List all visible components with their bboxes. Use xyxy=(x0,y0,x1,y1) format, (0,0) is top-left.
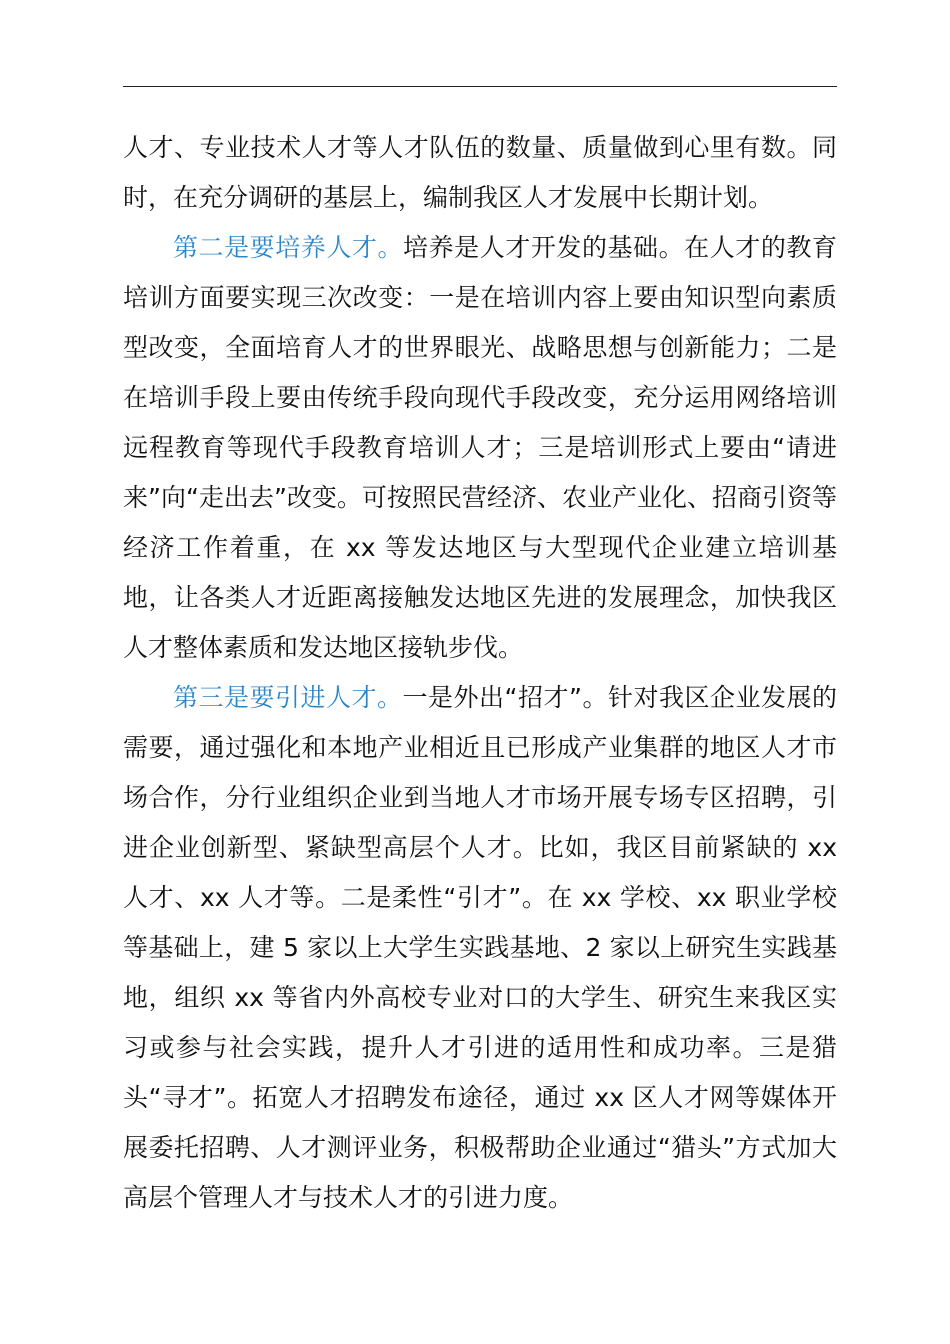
section-heading-introduce: 第三是要引进人才。 xyxy=(173,683,403,712)
paragraph-introduce-talent xyxy=(123,673,837,1223)
document-body xyxy=(123,123,837,1223)
section-heading-cultivate: 第二是要培养人才。 xyxy=(173,233,404,262)
paragraph-cultivate-talent xyxy=(123,223,837,673)
paragraph-continuation xyxy=(123,123,837,223)
paragraph-text: 人才、专业技术人才等人才队伍的数量、质量做到心里有数。同时，在充分调研的基层上，编制我区人才发展中长期计划。 xyxy=(123,133,837,212)
header-rule xyxy=(123,86,837,87)
paragraph-text: 一是外出“招才”。针对我区企业发展的需要，通过强化和本地产业相近且已形成产业集群的地区人才市场合作，分行业组织企业到当地人才市场开展专场专区招聘，引进企业创新型、紧缺型高层个人才。比如，我区目前紧缺的 xx 人才、xx 人才等。二是柔性“引才”。在 xx 学校、xx 职业学校等基础上，建 5 家以上大学生实践基地、2 家以上研究生实践基地，组织 xx 等省内外高校专业对口的大学生、研究生来我区实习或参与社会实践，提升人才引进的适用性和成功率。三是猎头“寻才”。拓宽人才招聘发布途径，通过 xx 区人才网等媒体开展委托招聘、人才测评业务，积极帮助企业通过“猎头”方式加大高层个管理人才与技术人才的引进力度。 xyxy=(123,683,837,1212)
paragraph-text: 培养是人才开发的基础。在人才的教育培训方面要实现三次改变：一是在培训内容上要由知识型向素质型改变，全面培育人才的世界眼光、战略思想与创新能力；二是在培训手段上要由传统手段向现代手段改变，充分运用网络培训远程教育等现代手段教育培训人才；三是培训形式上要由“请进来”向“走出去”改变。可按照民营经济、农业产业化、招商引资等经济工作着重，在 xx 等发达地区与大型现代企业建立培训基地，让各类人才近距离接触发达地区先进的发展理念，加快我区人才整体素质和发达地区接轨步伐。 xyxy=(123,233,837,662)
